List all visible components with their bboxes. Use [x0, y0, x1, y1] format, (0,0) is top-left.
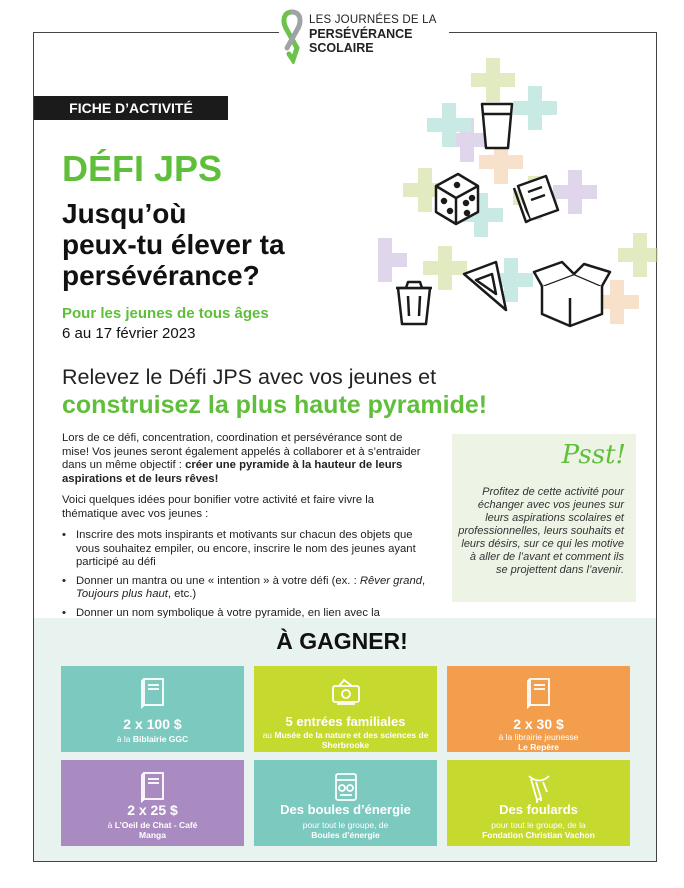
logo-line-2: PERSÉVÉRANCE: [309, 27, 413, 41]
body-paragraph-1: [62, 432, 432, 486]
list-item-text: ,: [422, 574, 426, 587]
psst-box: [452, 434, 636, 602]
prize-detail-text: pour tout le groupe, de: [302, 820, 389, 830]
prize-detail: [258, 730, 433, 750]
prize-detail-name: Musée de la nature et des sciences de Sherbrooke: [274, 730, 429, 750]
plus-icon: [513, 86, 557, 130]
logo-line-3: SCOLAIRE: [309, 41, 374, 55]
activity-tag: FICHE D’ACTIVITÉ: [34, 96, 228, 120]
prize-detail-text: à la: [116, 734, 133, 744]
prize-detail-text: pour tout le groupe, de la: [491, 820, 586, 830]
book-icon: [137, 676, 169, 710]
plus-icon: [378, 238, 407, 282]
logo-line-1: LES JOURNÉES DE LA: [309, 14, 437, 26]
page-title: DÉFI JPS: [62, 148, 223, 189]
list-item: • Inscrire des mots inspirants et motivants sur chacun des objets que vous souhaitez empiler, ou encore, inscrire le nom des jeunes ayant participé au défi: [72, 529, 432, 570]
prize-card: [447, 666, 630, 752]
prize-title: 2 x 30 $: [513, 716, 564, 732]
prize-detail-name: Fondation Christian Vachon: [482, 830, 595, 840]
subtitle-line-3: persévérance?: [62, 260, 260, 291]
plus-icon: [618, 233, 658, 277]
prize-detail-text: au: [262, 730, 275, 740]
book-icon: [523, 676, 555, 710]
logo: [279, 6, 449, 66]
prize-card: [61, 666, 244, 752]
prize-detail-name: Boules d’énergie: [311, 830, 380, 840]
dice-icon: [436, 174, 478, 224]
list-item: • Donner un nom symbolique à votre pyramide, en lien avec la: [72, 607, 432, 634]
ruler-icon: [464, 262, 506, 310]
body-text: [62, 432, 432, 639]
prize-detail-text: à: [107, 820, 115, 830]
prize-card: [254, 666, 437, 752]
psst-title: Psst!: [561, 440, 626, 470]
body-paragraph-2: Voici quelques idées pour bonifier votre activité et faire vivre la thématique avec vos jeunes :: [62, 494, 375, 520]
list-item-italic: Rêver grand: [359, 574, 423, 587]
prize-title: Des foulards: [499, 802, 578, 817]
subtitle-line-1: Jusqu’où: [62, 198, 187, 229]
prize-title: 5 entrées familiales: [285, 714, 406, 729]
subtitle-line-2: peux-tu élever ta: [62, 229, 285, 260]
dates: 6 au 17 février 2023: [62, 325, 196, 342]
cup-icon: [482, 104, 512, 148]
body-p1-text: Lors de ce défi, concentration, coordination et persévérance sont de mise! Vos jeunes seront également appelés à collaborer et à s’entraider dans un même objectif :: [62, 432, 421, 471]
list-item: [72, 575, 432, 602]
list-item-text: Donner un mantra ou une « intention » à votre défi (ex. :: [76, 574, 360, 587]
prize-card: [447, 760, 630, 846]
prize-title: 2 x 25 $: [127, 802, 178, 818]
plus-icon: [423, 246, 467, 290]
lead-line-1: Relevez le Défi JPS avec vos jeunes et: [62, 365, 437, 389]
energy-ball-icon: [330, 770, 362, 804]
book-icon: [137, 770, 169, 804]
prize-card: [254, 760, 437, 846]
prize-detail-name: Le Repère: [517, 742, 560, 752]
prizes-title: À GAGNER!: [276, 628, 408, 654]
plus-icon: [471, 58, 515, 102]
list-item-text: , etc.): [167, 588, 197, 600]
audience: Pour les jeunes de tous âges: [62, 305, 269, 322]
subtitle: [62, 198, 285, 291]
scarf-icon: [523, 770, 555, 804]
prize-card: [61, 760, 244, 846]
plus-icon: [553, 170, 597, 214]
lead-line-2: construisez la plus haute pyramide!: [62, 391, 488, 419]
prize-detail: [65, 734, 240, 744]
body-p1-emphasis: créer une pyramide à la hauteur de leurs aspirations et de leurs rêves!: [62, 459, 403, 485]
psst-text: Profitez de cette activité pour échanger avec vos jeunes sur leurs aspirations scolaires et professionnelles, leurs souhaits et leurs désirs, sur ce qui les motive à aller de l’avant et comment ils se projettent dans l’avenir.: [458, 486, 624, 576]
prize-detail-name: Biblairie GGC: [132, 734, 189, 744]
prize-detail: [258, 820, 433, 840]
prize-title: 2 x 100 $: [123, 716, 182, 732]
trash-icon: [396, 282, 432, 324]
ribbon-icon: [279, 8, 305, 64]
prize-detail: [451, 732, 626, 752]
ticket-icon: [330, 676, 362, 710]
prize-detail: [451, 820, 626, 840]
prize-detail-text: à la librairie jeunesse: [498, 732, 579, 742]
prize-detail-name: L’Oeil de Chat - Café Manga: [114, 820, 198, 840]
prize-title: Des boules d’énergie: [280, 802, 411, 817]
box-icon: [534, 262, 610, 326]
list-item-italic: Toujours plus haut: [76, 588, 168, 600]
prize-detail: [105, 820, 200, 840]
pyramid-illustration: [378, 58, 658, 348]
